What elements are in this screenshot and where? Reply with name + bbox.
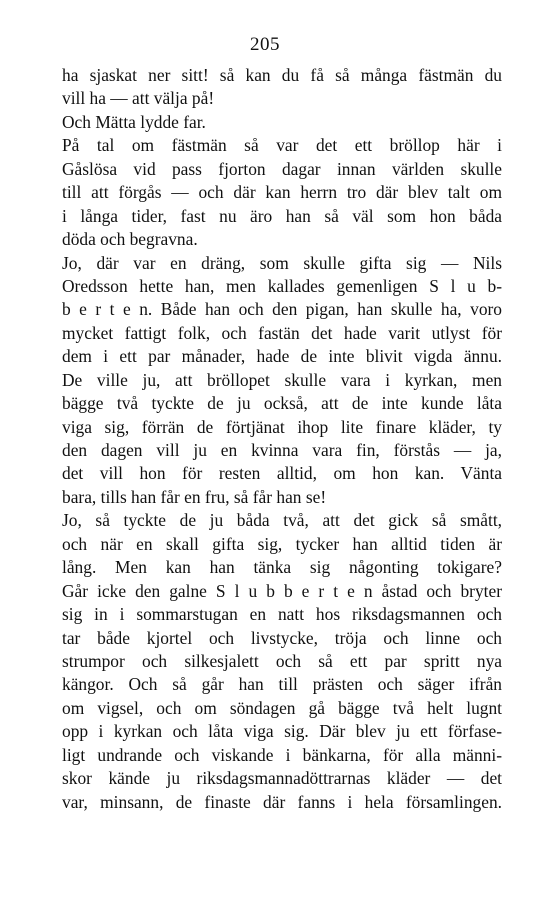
text-line: ligt undrande och viskande i bänkarna, för alla männi- bbox=[62, 744, 502, 765]
text-line: tar både kjortel och livstycke, tröja och linne och bbox=[62, 627, 502, 648]
text-line: var, minsann, de finaste där fanns i hela församlingen. bbox=[62, 791, 502, 812]
text-line: viga sig, förrän de förtjänat ihop lite finare kläder, ty bbox=[62, 416, 502, 437]
text-line: dem i ett par månader, hade de inte blivit vigda ännu. bbox=[62, 346, 502, 367]
text-line: b e r t e n. Både han och den pigan, han skulle ha, voro bbox=[62, 299, 502, 320]
text-line: till att förgås — och där kan herrn tro där blev talt om bbox=[62, 182, 502, 203]
text-line: den dagen vill ju en kvinna vara fin, förstås — ja, bbox=[62, 440, 502, 460]
page-number: 205 bbox=[250, 34, 280, 55]
text-line: strumpor och silkesjalett och så ett par spritt nya bbox=[62, 650, 502, 671]
text-line: det vill hon för resten alltid, om hon kan. Vänta bbox=[62, 463, 502, 484]
text-line: om vigsel, och om söndagen gå bägge två helt lugnt bbox=[62, 697, 502, 718]
text-line: Går icke den galne S l u b b e r t e n åstad och bryter bbox=[62, 580, 502, 601]
text-line: lång. Men kan han tänka sig någonting tokigare? bbox=[62, 557, 502, 578]
text-line: sig in i sommarstugan en natt hos riksdagsmannen och bbox=[62, 604, 502, 625]
body-text bbox=[62, 64, 502, 814]
text-line: kängor. Och så går han till prästen och säger ifrån bbox=[62, 674, 502, 695]
text-line: Gåslösa vid pass fjorton dagar innan världen skulle bbox=[62, 158, 502, 179]
text-line: mycket fattigt folk, och fastän det hade varit utlyst för bbox=[62, 322, 502, 343]
text-line: och när en skall gifta sig, tycker han alltid tiden är bbox=[62, 533, 502, 554]
text-line: Oredsson hette han, men kallades gemenligen S l u b- bbox=[62, 275, 502, 296]
text-line: bägge två tyckte de ju också, att de inte kunde låta bbox=[62, 393, 502, 414]
text-line: ha sjaskat ner sitt! så kan du få så många fästmän du bbox=[62, 65, 502, 85]
text-line: döda och begravna. bbox=[62, 229, 198, 250]
text-line: skor kände ju riksdagsmannadöttrarnas kläder — det bbox=[62, 768, 502, 789]
text-line: i långa tider, fast nu äro han så väl som hon båda bbox=[62, 205, 502, 226]
text-line: På tal om fästmän så var det ett bröllop här i bbox=[62, 135, 502, 156]
text-line: bara, tills han får en fru, så får han se! bbox=[62, 486, 327, 507]
text-line: vill ha — att välja på! bbox=[62, 88, 215, 109]
text-line: Jo, där var en dräng, som skulle gifta sig — Nils bbox=[62, 252, 502, 273]
text-line: opp i kyrkan och låta viga sig. Där blev ju ett förfase- bbox=[62, 721, 502, 742]
text-line: De ville ju, att bröllopet skulle vara i kyrkan, men bbox=[62, 369, 502, 390]
text-line: Och Mätta lydde far. bbox=[62, 111, 206, 132]
text-line: Jo, så tyckte de ju båda två, att det gick så smått, bbox=[62, 510, 502, 531]
